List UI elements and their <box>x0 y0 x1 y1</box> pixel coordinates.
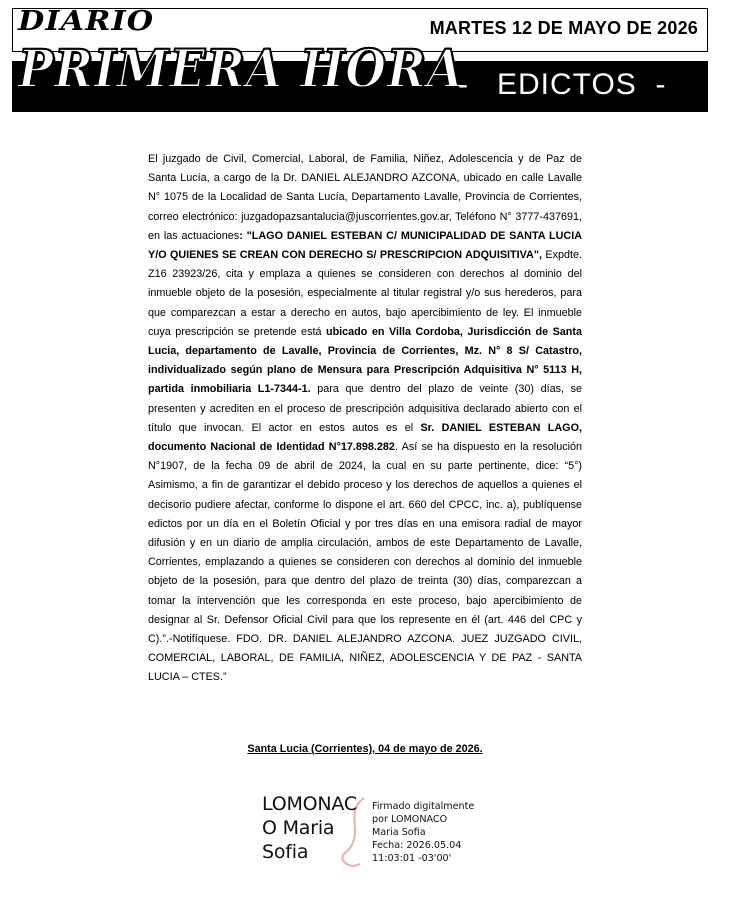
signature-detail-line-4: Fecha: 2026.05.04 <box>372 840 462 851</box>
edict-property-location: ubicado en Villa Cordoba, Jurisdicción de Santa Lucia, departamento de Lavalle, Provincia de Corrientes, Mz. N° 8 S/ Catastro, individualizado según plano de Mensura para Prescripción Adquisitiva N° 5113 H, partida inmobiliaria L1-7344-1. <box>148 325 583 396</box>
digital-signature <box>262 792 492 882</box>
masthead <box>12 8 708 112</box>
signature-detail-line-5: 11:03:01 -03'00' <box>372 853 452 864</box>
edict-text-3: para que dentro del plazo de veinte (30) días, se presenten y acrediten en el proceso de prescripción adquisitiva declarado abierto con el título que invocan. El actor en estos autos es el <box>148 383 582 434</box>
edict-text-1: El juzgado de Civil, Comercial, Laboral, de Familia, Niñez, Adolescencia y de Paz de Santa Lucía, a cargo de la Dr. DANIEL ALEJANDRO AZCONA, ubicado en calle Lavalle N° 1075 de la Localidad de Santa Lucía, Departamento Lavalle, Provincia de Corrientes, correo electrónico: juzgadopazsantalucia@juscorrientes.gov.ar, Teléfono N° 3777-437691, en las actuaciones <box>148 153 582 242</box>
signature-details <box>372 800 474 865</box>
edict-case-title: : "LAGO DANIEL ESTEBAN C/ MUNICIPALIDAD DE SANTA LUCIA Y/O QUIENES SE CREAN CON DERECHO S/ PRESCRIPCION ADQUISITIVA", <box>148 229 582 262</box>
signature-detail-line-1: Firmado digitalmente <box>372 801 475 812</box>
section-title: - EDICTOS - <box>458 68 667 101</box>
place-and-date: Santa Lucia (Corrientes), 04 de mayo de 2026. <box>247 743 483 755</box>
edict-text-4: . Así se ha dispuesto en la resolución N°1907, de la fecha 09 de abril de 2024, la cual en su parte pertinente, dice: “5°) Asimismo, a fin de garantizar el debido proceso y los derechos de aquellos a quienes el decisorio pudiere afectar, conforme lo dispone el art. 660 del CPCC, inc. a), publíquense edictos por un día en el Boletín Oficial y por tres días en una emisora radial de mayor difusión y en un diario de amplia circulación, ambos de este Departamento de Lavalle, Corrientes, emplazando a quienes se consideren con derechos al dominio del inmueble objeto de la posesión, para que dentro del plazo de treinta (30) días, comparezcan a tomar la intervención que les corresponda en este proceso, bajo apercibimiento de designar al Sr. Defensor Oficial Civil para que los represente en él (art. 446 del CPC y C).”.-Notifíquese. FDO. DR. DANIEL ALEJANDRO AZCONA. JUEZ JUZGADO CIVIL, COMERCIAL, LABORAL, DE FAMILIA, NIÑEZ, ADOLESCENCIA Y DE PAZ - SANTA LUCIA – CTES.” <box>148 441 583 684</box>
signer-name <box>262 792 357 864</box>
signature-detail-line-2: por LOMONACO <box>372 814 448 825</box>
issue-date: MARTES 12 DE MAYO DE 2026 <box>429 18 698 38</box>
signer-name-line-1: LOMONAC <box>262 793 357 815</box>
signer-name-line-3: Sofia <box>262 841 309 863</box>
edict-body <box>148 150 582 688</box>
signer-name-line-2: O Maria <box>262 817 335 839</box>
edict-text-2: Expdte. Z16 23923/26, cita y emplaza a quienes se consideren con derechos al dominio del inmueble objeto de la posesión, especialmente al titular registral y/o sus herederos, para que comparezcan a estar a derecho en autos, bajo apercibimiento de ley. El inmueble cuya prescripción se pretende está <box>148 249 582 338</box>
brand-logo: PRIMERA HORA <box>18 39 464 100</box>
brand-top-word: DIARIO <box>18 6 155 37</box>
edict-plaintiff: Sr. DANIEL ESTEBAN LAGO, documento Nacional de Identidad N°17.898.282 <box>148 421 582 454</box>
signature-detail-line-3: Maria Sofia <box>372 827 426 838</box>
